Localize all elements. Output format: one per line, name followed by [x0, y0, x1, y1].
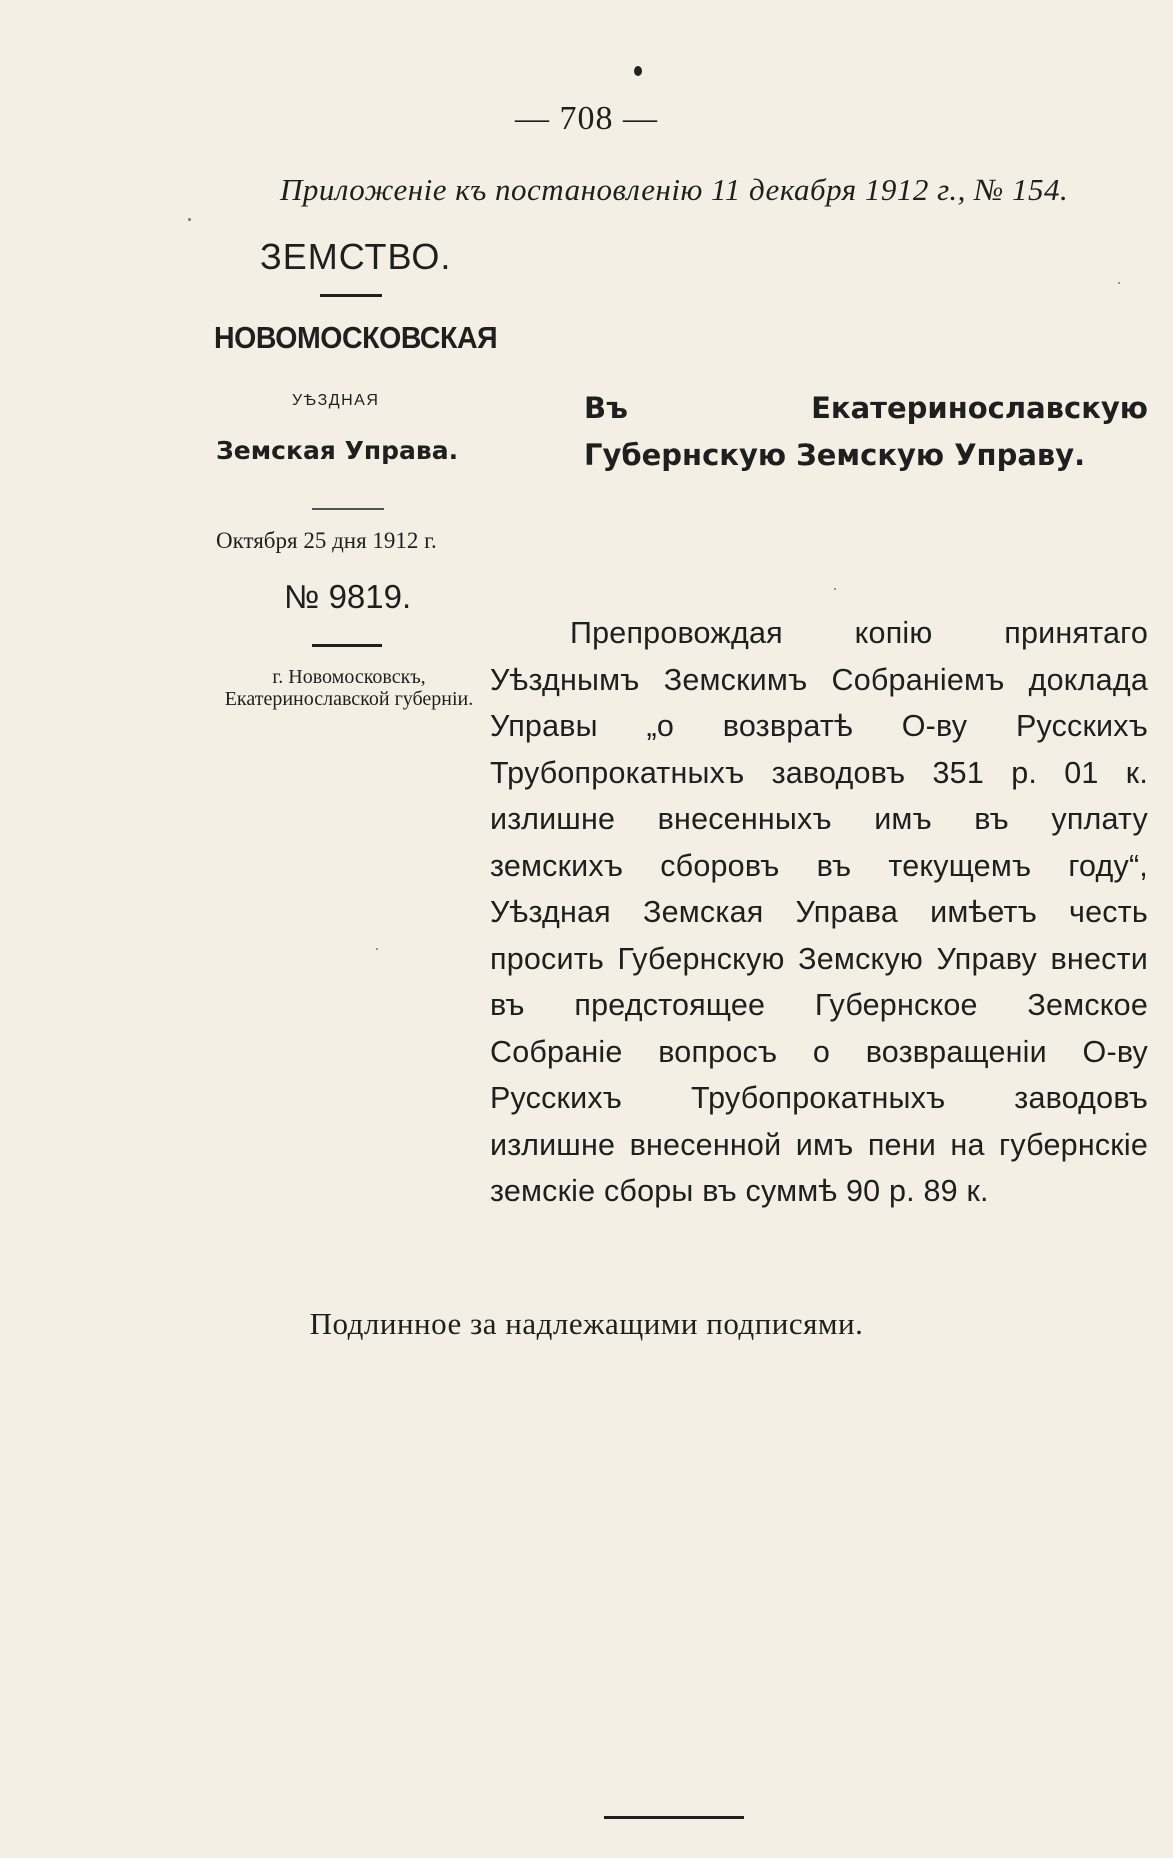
- paper-speck: [834, 588, 836, 590]
- district-name: НОВОМОСКОВСКАЯ: [214, 320, 498, 355]
- paper-speck: [376, 948, 378, 950]
- letter-date: Октября 25 дня 1912 г.: [216, 528, 437, 553]
- divider: [320, 294, 382, 297]
- paper-speck: [1118, 282, 1120, 284]
- page-number: — 708 —: [515, 100, 658, 137]
- paper-speck: [188, 218, 191, 221]
- letter-number: № 9819.: [284, 578, 412, 615]
- end-rule: [604, 1816, 744, 1819]
- uyezdnaya-label: УѢЗДНАЯ: [292, 392, 380, 409]
- zemstvo-heading: ЗЕМСТВО.: [260, 236, 452, 277]
- appendix-note: Приложеніе къ постановленію 11 декабря 1912 г., № 154.: [280, 172, 1069, 207]
- closing-line: Подлинное за надлежащими подписями.: [309, 1306, 864, 1341]
- ink-dot: [634, 66, 642, 76]
- letter-body: Препровождая копію принятаго Уѣзднымъ Земскимъ Собраніемъ доклада Управы „о возвратѣ О-ву Русскихъ Трубопрокатныхъ заводовъ 351 р. 01 к. излишне внесенныхъ имъ въ уплату земскихъ сборовъ въ текущемъ году“, Уѣздная Земская Управа имѣетъ честь просить Губернскую Земскую Управу внести въ предстоящее Губернское Земское Собраніе вопросъ о возвращеніи О-ву Русскихъ Трубопрокатныхъ заводовъ излишне внесенной имъ пени на губернскіе земскіе сборы въ суммѣ 90 р. 89 к.: [490, 616, 1148, 1208]
- sender-uprava: Земская Управа.: [216, 436, 459, 465]
- sender-place: г. Новомосковскъ, Екатеринославской губерніи.: [224, 666, 474, 710]
- divider: [312, 508, 384, 510]
- recipient-address: Въ Екатеринославскую Губернскую Земскую Управу.: [584, 391, 1148, 472]
- divider: [312, 644, 382, 647]
